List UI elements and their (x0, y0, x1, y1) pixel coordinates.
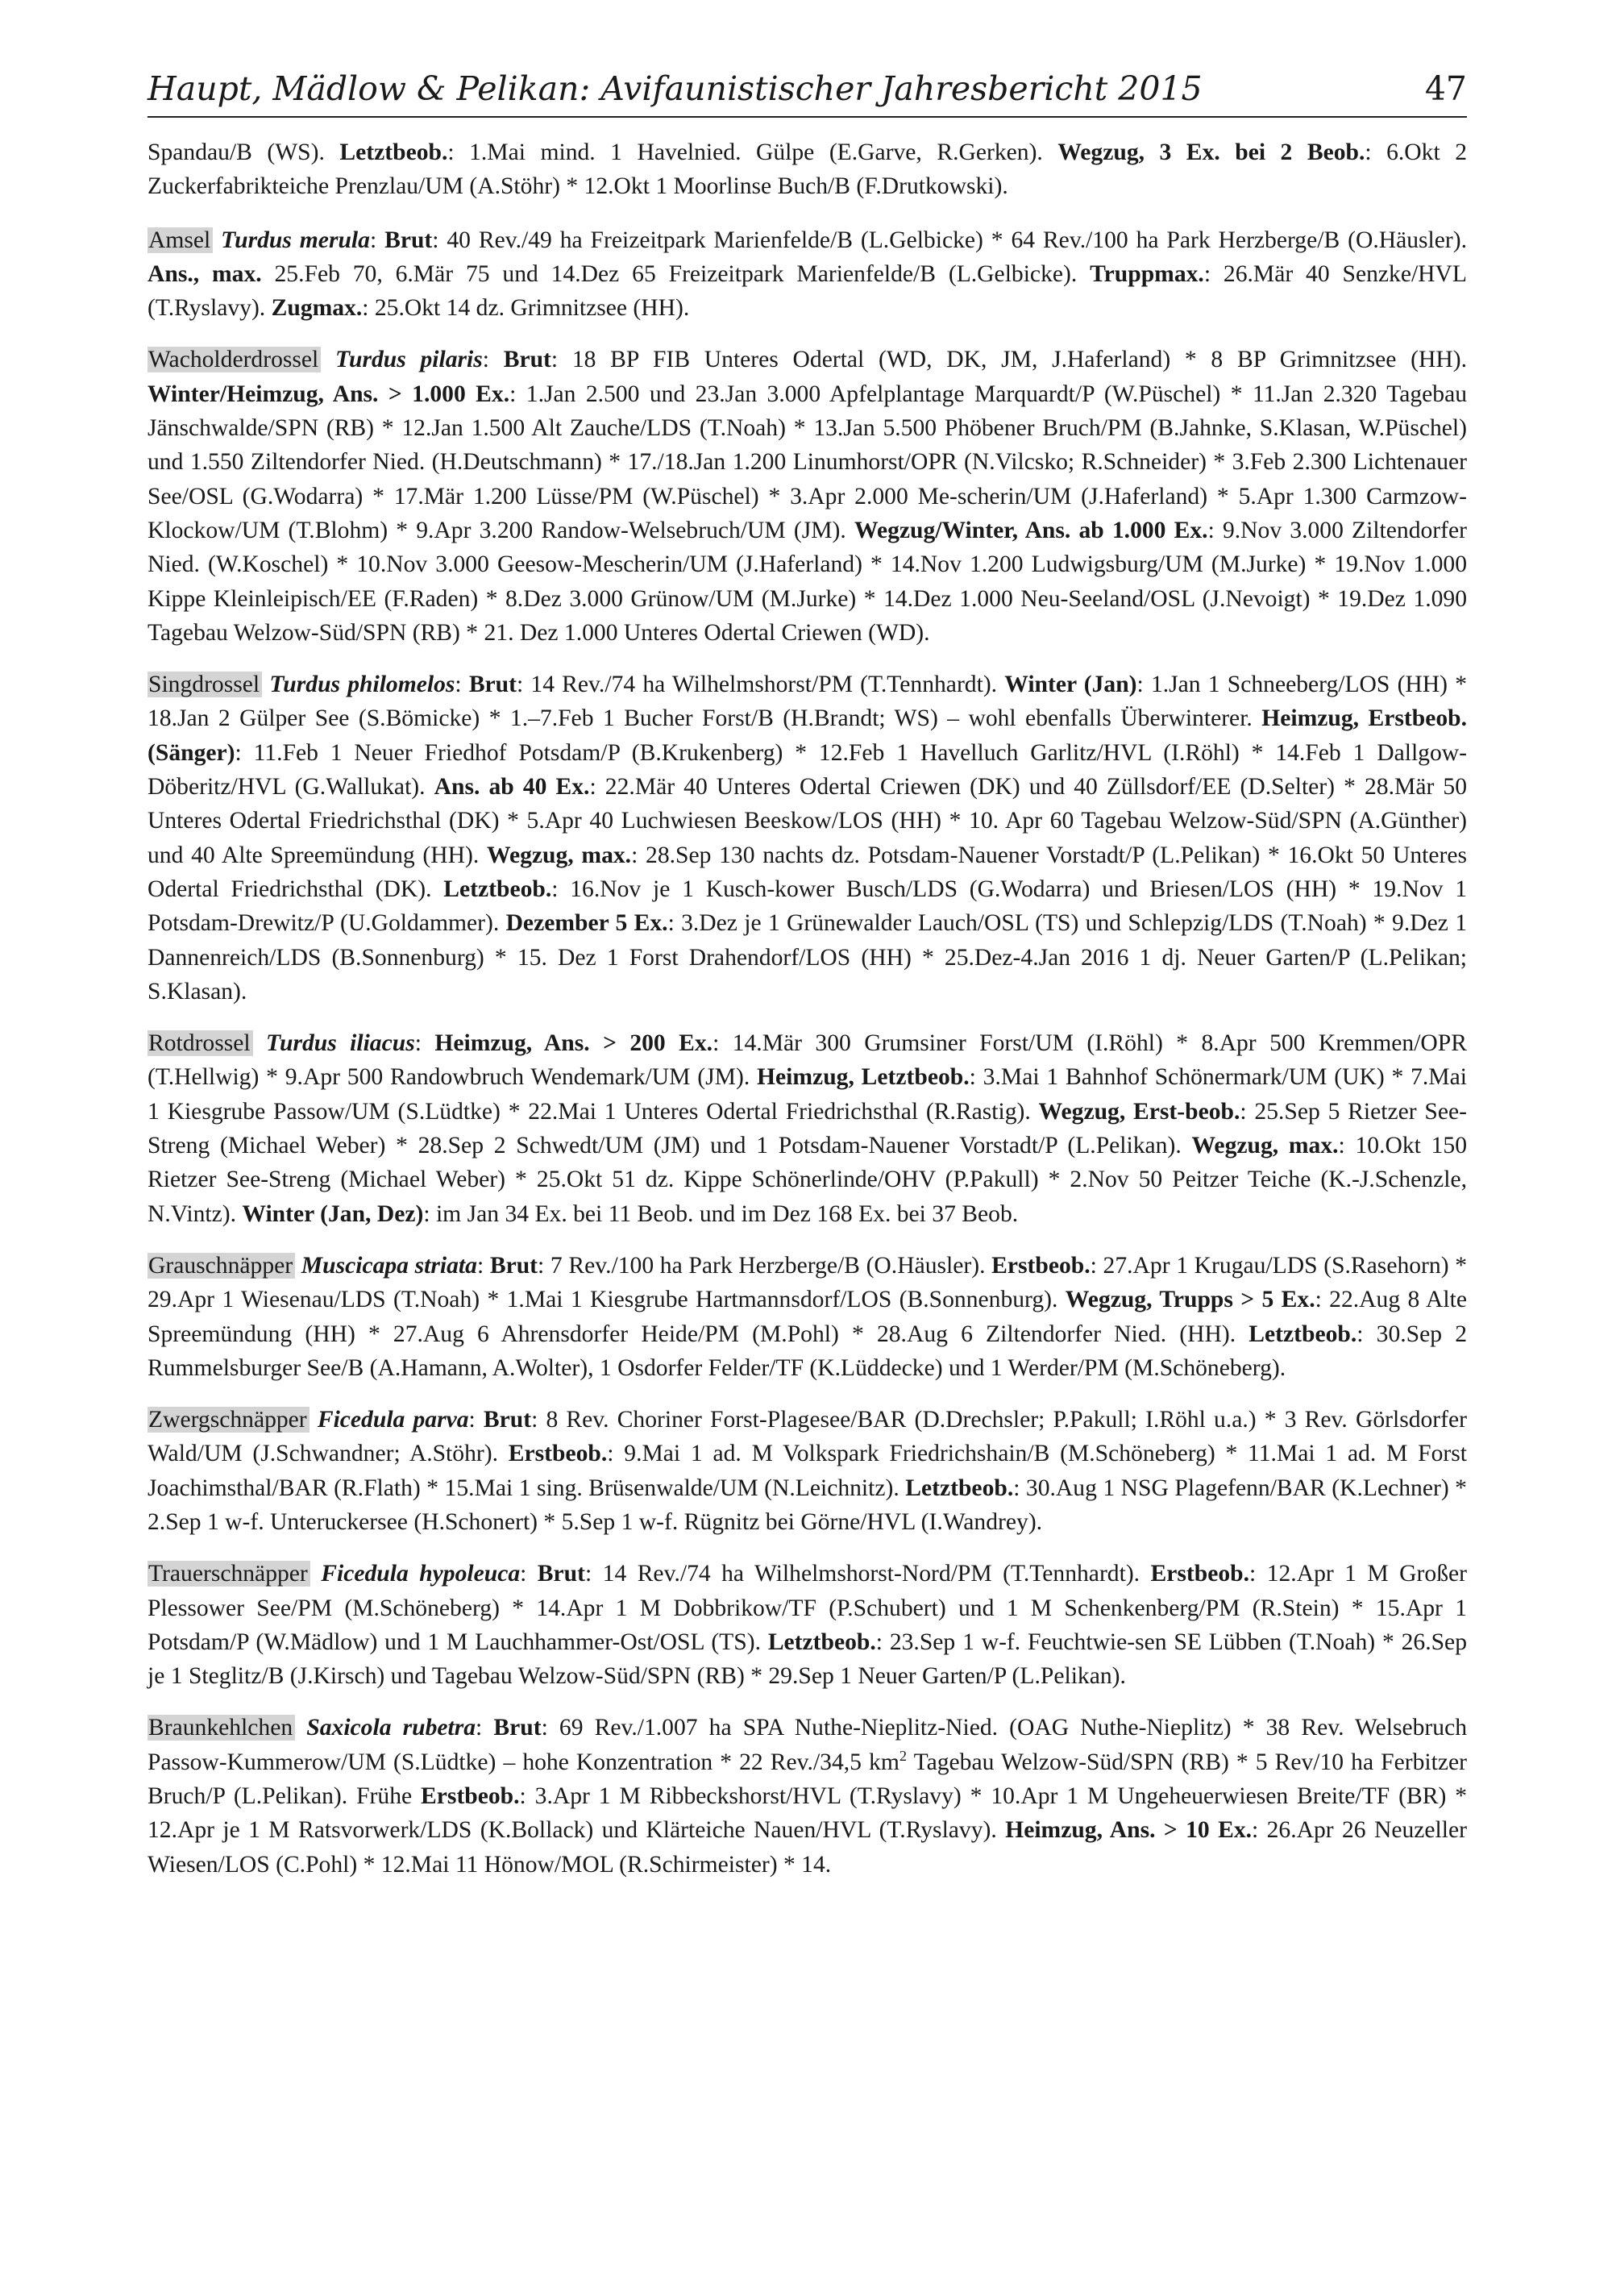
category-label: Erstbeob. (421, 1783, 520, 1810)
entry-text: : (482, 347, 504, 373)
species-name: Wacholderdrossel (147, 347, 321, 372)
category-label: Winter (Jan, Dez) (242, 1200, 424, 1227)
entry-text: : 10.Okt 150 Rietzer See-Streng (Michael Weber) * 25.Okt 51 dz. Kippe Schönerlinde/OHV (P.Pakull) * 2.Nov 50 Peitzer Teiche (K.-J.Schenzle, N.Vintz). (147, 1133, 1467, 1227)
category-label: Ans. ab 40 Ex. (434, 774, 590, 801)
entry-text: : 14 Rev./74 ha Wilhelmshorst-Nord/PM (T.Tennhardt). (584, 1561, 1151, 1587)
category-label: Erstbeob. (1150, 1561, 1250, 1587)
running-title: Haupt, Mädlow & Pelikan: Avifaunistischer Jahresbericht 2015 (147, 69, 1203, 108)
category-label: Heimzug, Ans. > 10 Ex. (1005, 1817, 1253, 1844)
entry-text: Spandau/B (WS). (147, 139, 340, 165)
category-label: Zugmax. (271, 295, 363, 322)
category-label: Wegzug, Trupps > 5 Ex. (1065, 1287, 1315, 1313)
species-entry (147, 668, 1467, 1009)
category-label: Letztbeob. (443, 876, 552, 902)
category-label: Heimzug, Erstbeob. (Sänger) (147, 705, 1467, 766)
entry-text: : im Jan 34 Ex. bei 11 Beob. und im Dez 168 Ex. bei 37 Beob. (423, 1200, 1019, 1227)
entry-text: : 18 BP FIB Unteres Odertal (WD, DK, JM, J.Haferland) * 8 BP Grimnitzsee (HH). (550, 347, 1467, 373)
entry-text: : (468, 1407, 484, 1433)
entry-text: : 14 Rev./74 ha Wilhelmshorst/PM (T.Tennhardt). (517, 672, 1005, 698)
entry-text: : 30.Sep 2 Rummelsburger See/B (A.Hamann, A.Wolter), 1 Osdorfer Felder/TF (K.Lüddecke) und 1 Werder/PM (M.Schöneberg). (147, 1321, 1467, 1381)
entry-text: : 30.Aug 1 NSG Plagefenn/BAR (K.Lechner) * 2.Sep 1 w-f. Unteruckersee (H.Schonert) * 5.Sep 1 w-f. Rügnitz bei Görne/HVL (I.Wandrey). (147, 1475, 1467, 1535)
species-entry (147, 1403, 1467, 1539)
species-name: Singdrossel (147, 672, 262, 697)
scientific-name: Turdus philomelos (269, 672, 455, 698)
entry-text: : 9.Mai 1 ad. M Volkspark Friedrichshain/B (M.Schöneberg) * 11.Mai 1 ad. M Forst Joachimsthal/BAR (R.Flath) * 15.Mai 1 sing. Brüsenwalde/UM (N.Leichnitz). (147, 1441, 1468, 1501)
scientific-name: Saxicola rubetra (306, 1715, 476, 1741)
entry-text: : 1.Mai mind. 1 Havelnied. Gülpe (E.Garve, R.Gerken). (447, 139, 1058, 165)
report-body (147, 135, 1467, 1899)
species-name: Zwergschnäpper (147, 1407, 310, 1433)
entry-text: : 69 Rev./1.007 ha SPA Nuthe-Nieplitz-Nied. (OAG Nuthe-Nieplitz) * 38 Rev. Welsebruch Passow-Kummerow/UM (S.Lüdtke) – hohe Konzentration * 22 Rev./34,5 km (147, 1715, 1468, 1775)
category-label: Letztbeob. (1248, 1321, 1357, 1347)
species-name: Trauerschnäpper (147, 1561, 310, 1587)
species-name: Rotdrossel (147, 1030, 253, 1056)
scientific-name: Turdus pilaris (335, 347, 483, 373)
category-label: Brut (537, 1561, 585, 1587)
category-label: Wegzug/Winter, Ans. ab 1.000 Ex. (854, 517, 1208, 543)
category-label: Dezember 5 Ex. (505, 910, 668, 937)
scientific-name: Muscicapa striata (301, 1252, 477, 1279)
entry-text: : 6.Okt 2 Zuckerfabrikteiche Prenzlau/UM (A.Stöhr) * 12.Okt 1 Moorlinse Buch/B (F.Drutkowski). (147, 139, 1467, 200)
category-label: Wegzug, max. (1191, 1133, 1339, 1159)
category-label: Wegzug, 3 Ex. bei 2 Beob. (1057, 139, 1365, 165)
species-entry (147, 1249, 1467, 1385)
entry-text: : 25.Okt 14 dz. Grimnitzsee (HH). (362, 295, 690, 322)
entry-text: : (455, 672, 469, 698)
entry-text: : (476, 1252, 490, 1279)
category-label: Brut (493, 1715, 542, 1741)
entry-text: : 16.Nov je 1 Kusch-kower Busch/LDS (G.Wodarra) und Briesen/LOS (HH) * 19.Nov 1 Potsdam-Drewitz/P (U.Goldammer). (147, 876, 1467, 937)
category-label: Brut (384, 227, 433, 253)
species-entry (147, 1711, 1467, 1881)
scientific-name: Turdus iliacus (266, 1030, 415, 1057)
entry-text: Tagebau Welzow-Süd/SPN (RB) * 5 Rev/10 ha Ferbitzer Bruch/P (L.Pelikan). Frühe (147, 1749, 1467, 1810)
category-label: Truppmax. (1090, 260, 1204, 287)
species-entry (147, 1557, 1467, 1693)
category-label: Letztbeob. (767, 1628, 876, 1655)
category-label: Wegzug, Erst-beob. (1038, 1098, 1240, 1125)
entry-text: : 26.Mär 40 Senzke/HVL (T.Ryslavy). (147, 260, 1467, 322)
entry-text: : (520, 1561, 538, 1587)
entry-text: : (414, 1030, 435, 1057)
species-entry (147, 343, 1467, 650)
entry-text: : 3.Apr 1 M Ribbeckshorst/HVL (T.Ryslavy) * 10.Apr 1 M Ungeheuerwiesen Breite/TF (BR) * 12.Apr je 1 M Ratsvorwerk/LDS (K.Bollack) und Klärteiche Nauen/HVL (T.Ryslavy). (147, 1783, 1468, 1844)
entry-text: : 28.Sep 130 nachts dz. Potsdam-Nauener Vorstadt/P (L.Pelikan) * 16.Okt 50 Unteres Odertal Friedrichsthal (DK). (147, 842, 1467, 902)
species-entry (147, 1026, 1467, 1231)
category-label: Brut (483, 1407, 532, 1433)
entry-text: : 40 Rev./49 ha Freizeitpark Marienfelde/B (L.Gelbicke) * 64 Rev./100 ha Park Herzberge/B (O.Häusler). (432, 227, 1468, 253)
entry-text: : (369, 227, 385, 253)
entry-text: : 3.Dez je 1 Grünewalder Lauch/OSL (TS) und Schlepzig/LDS (T.Noah) * 9.Dez 1 Dannenreich/LDS (B.Sonnenburg) * 15. Dez 1 Forst Drahendorf/LOS (HH) * 25.Dez-4.Jan 2016 1 dj. Neuer Garten/P (L.Pelikan; S.Klasan). (147, 910, 1467, 1004)
category-label: Brut (468, 672, 517, 698)
entry-text: : 12.Apr 1 M Großer Plessower See/PM (M.Schöneberg) * 14.Apr 1 M Dobbrikow/TF (P.Schubert) und 1 M Schenkenberg/PM (R.Stein) * 15.Apr 1 Potsdam/P (W.Mädlow) und 1 M Lauchhammer-Ost/OSL (TS). (147, 1561, 1467, 1655)
species-name: Amsel (147, 227, 213, 253)
category-label: Winter/Heimzug, Ans. > 1.000 Ex. (147, 381, 510, 407)
entry-text: : 27.Apr 1 Krugau/LDS (S.Rasehorn) * 29.Apr 1 Wiesenau/LDS (T.Noah) * 1.Mai 1 Kiesgrube Hartmannsdorf/LOS (B.Sonnenburg). (147, 1252, 1468, 1313)
entry-text: : 1.Jan 2.500 und 23.Jan 3.000 Apfelplantage Marquardt/P (W.Püschel) * 11.Jan 2.320 Tagebau Jänschwalde/SPN (RB) * 12.Jan 1.500 Alt Zauche/LDS (T.Noah) * 13.Jan 5.500 Phöbener Bruch/PM (B.Jahnke, S.Klasan, W.Püschel) und 1.550 Ziltendorfer Nied. (H.Deutschmann) * 17./18.Jan 1.200 Linumhorst/OPR (N.Vilcsko; R.Schneider) * 3.Feb 2.300 Lichtenauer See/OSL (G.Wodarra) * 17.Mär 1.200 Lüsse/PM (W.Püschel) * 3.Apr 2.000 Me-scherin/UM (J.Haferland) * 5.Apr 1.300 Carmzow-Klockow/UM (T.Blohm) * 9.Apr 3.200 Randow-Welsebruch/UM (JM). (147, 381, 1467, 543)
entry-text: : 22.Mär 40 Unteres Odertal Criewen (DK) und 40 Züllsdorf/EE (D.Selter) * 28.Mär 50 Unteres Odertal Friedrichsthal (DK) * 5.Apr 40 Luchwiesen Beeskow/LOS (HH) * 10. Apr 60 Tagebau Welzow-Süd/SPN (A.Günther) und 40 Alte Spreemündung (HH). (147, 774, 1467, 868)
entry-text: : 8 Rev. Choriner Forst-Plagesee/BAR (D.Drechsler; P.Pakull; I.Röhl u.a.) * 3 Rev. Görlsdorfer Wald/UM (J.Schwandner; A.Stöhr). (147, 1407, 1467, 1467)
category-label: Brut (503, 347, 551, 373)
category-label: Heimzug, Letztbeob. (757, 1064, 970, 1091)
category-label: Erstbeob. (508, 1441, 608, 1467)
superscript: 2 (899, 1747, 908, 1764)
scientific-name: Ficedula hypoleuca (321, 1561, 521, 1587)
entry-text: : 23.Sep 1 w-f. Feuchtwie-sen SE Lübben (T.Noah) * 26.Sep je 1 Steglitz/B (J.Kirsch) und Tagebau Welzow-Süd/SPN (RB) * 29.Sep 1 Neuer Garten/P (L.Pelikan). (147, 1628, 1467, 1690)
entry-text: : 11.Feb 1 Neuer Friedhof Potsdam/P (B.Krukenberg) * 12.Feb 1 Havelluch Garlitz/HVL (I.Röhl) * 14.Feb 1 Dallgow-Döberitz/HVL (G.Wallukat). (147, 739, 1467, 801)
category-label: Ans., max. (147, 260, 262, 287)
species-entry (147, 135, 1467, 204)
page-header (147, 66, 1467, 118)
entry-text: : 1.Jan 1 Schneeberg/LOS (HH) * 18.Jan 2 Gülper See (S.Bömicke) * 1.–7.Feb 1 Bucher Forst/B (H.Brandt; WS) – wohl ebenfalls Überwinterer. (147, 672, 1467, 732)
entry-text: : 3.Mai 1 Bahnhof Schönermark/UM (UK) * 7.Mai 1 Kiesgrube Passow/UM (S.Lüdtke) * 22.Mai 1 Unteres Odertal Friedrichsthal (R.Rastig). (147, 1064, 1467, 1125)
entry-text: : (476, 1715, 494, 1741)
entry-text: : 22.Aug 8 Alte Spreemündung (HH) * 27.Aug 6 Ahrensdorfer Heide/PM (M.Pohl) * 28.Aug 6 Ziltendorfer Nied. (HH). (147, 1287, 1467, 1347)
category-label: Heimzug, Ans. > 200 Ex. (434, 1030, 713, 1057)
species-name: Braunkehlchen (147, 1715, 295, 1741)
page-number: 47 (1424, 69, 1467, 108)
category-label: Wegzug, max. (487, 842, 632, 868)
entry-text: : 9.Nov 3.000 Ziltendorfer Nied. (W.Koschel) * 10.Nov 3.000 Geesow-Mescherin/UM (J.Haferland) * 14.Nov 1.200 Ludwigsburg/UM (M.Jurke) * 19.Nov 1.000 Kippe Kleinleipisch/EE (F.Raden) * 8.Dez 3.000 Grünow/UM (M.Jurke) * 14.Dez 1.000 Neu-Seeland/OSL (J.Nevoigt) * 19.Dez 1.090 Tagebau Welzow-Süd/SPN (RB) * 21. Dez 1.000 Unteres Odertal Criewen (WD). (147, 517, 1467, 646)
entry-text: : 25.Sep 5 Rietzer See-Streng (Michael Weber) * 28.Sep 2 Schwedt/UM (JM) und 1 Potsdam-Nauener Vorstadt/P (L.Pelikan). (147, 1098, 1467, 1159)
entry-text: : 14.Mär 300 Grumsiner Forst/UM (I.Röhl) * 8.Apr 500 Kremmen/OPR (T.Hellwig) * 9.Apr 500 Randowbruch Wendemark/UM (JM). (147, 1030, 1467, 1091)
scientific-name: Ficedula parva (317, 1407, 469, 1433)
scientific-name: Turdus merula (221, 227, 370, 253)
species-name: Grauschnäpper (147, 1253, 295, 1279)
entry-text: 25.Feb 70, 6.Mär 75 und 14.Dez 65 Freizeitpark Marienfelde/B (L.Gelbicke). (261, 260, 1091, 287)
category-label: Winter (Jan) (1004, 672, 1137, 698)
category-label: Erstbeob. (991, 1252, 1091, 1279)
category-label: Letztbeob. (905, 1475, 1014, 1501)
entry-text: : 7 Rev./100 ha Park Herzberge/B (O.Häusler). (538, 1252, 992, 1279)
entry-text: : 26.Apr 26 Neuzeller Wiesen/LOS (C.Pohl) * 12.Mai 11 Hönow/MOL (R.Schirmeister) * 14. (147, 1817, 1467, 1878)
category-label: Brut (489, 1252, 538, 1279)
category-label: Letztbeob. (339, 139, 448, 165)
species-entry (147, 223, 1467, 326)
